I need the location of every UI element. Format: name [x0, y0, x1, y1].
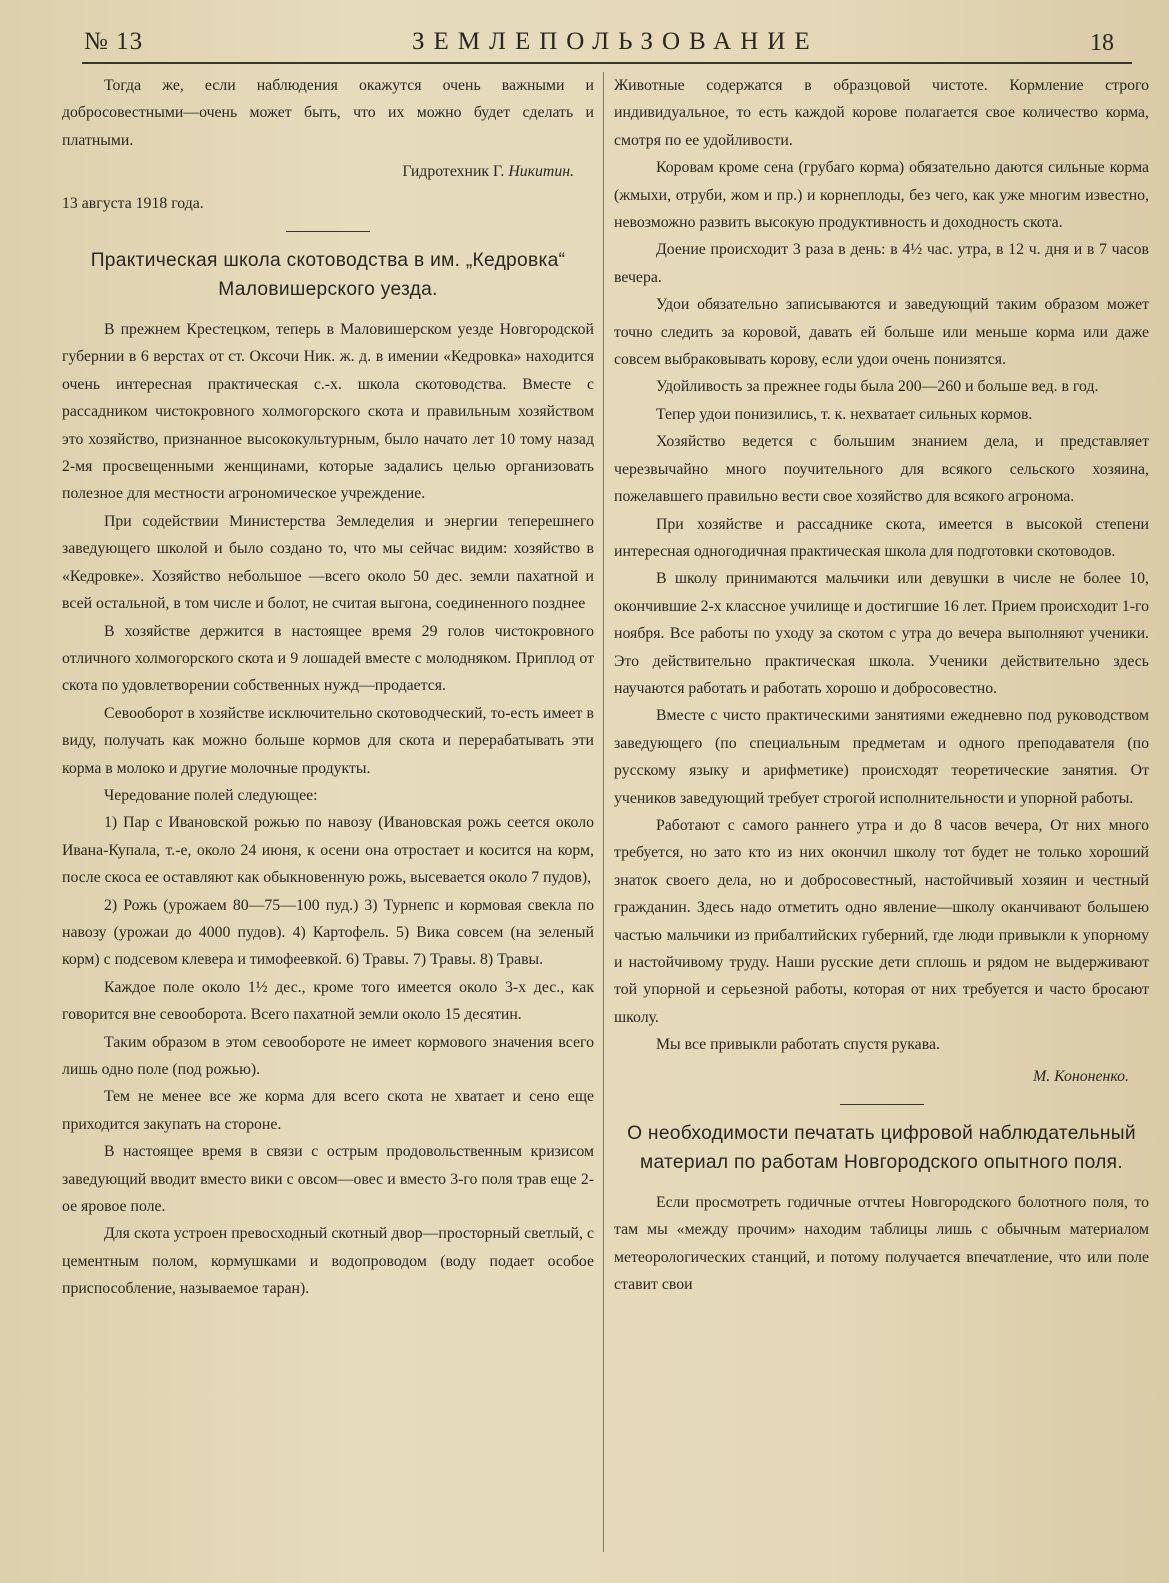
paragraph: Животные содержатся в образцовой чистоте. Кормление строго индивидуальное, то есть каждой корове полагается свое количество корма, смотря по ее удойливости. — [614, 77, 1149, 149]
separator-rule — [286, 231, 370, 232]
paragraph: Работают с самого раннего утра и до 8 часов вечера, От них много требуется, но зато кто из них окончил школу тот будет не только хороший знаток своего дела, но и добросовестный, настойчивый хозяин и честный гражданин. Здесь надо отметить одно явление—школу оканчивают большею частью мальчики из прибалтийских губерний, где люди привыкли к упорному и настойчивому труду. Наши русские дети сплошь и рядом не выдерживают той упорной и серьезной работы, которая от них требуется и часто бросают школу. — [614, 816, 1149, 1026]
paragraph: В прежнем Крестецком, теперь в Маловишерском уезде Новгородской губернии в 6 верстах от ст. Оксочи Ник. ж. д. в имении «Кедровка» находится очень интересная практическая с.-х. школа скотоводства. Вместе с рассадником чистокровного холмогорского скота и правильным хозяйством это хозяйство, признанное высококультурным, было начато лет 10 тому назад 2-мя просвещенными женщинами, которые задались целью организовать полезное для местности агрономическое учреждение. — [62, 321, 594, 503]
signature-role: Гидротехник Г. — [402, 163, 505, 181]
paragraph: Севооборот в хозяйстве исключительно скотоводческий, то-есть имеет в виду, получать как можно больше кормов для скота и перерабатывать эти корма в молоко и другие молочные продукты. — [62, 704, 594, 777]
paragraph: Мы все привыкли работать спустя рукава. — [656, 1036, 940, 1054]
paragraph: Доение происходит 3 раза в день: в 4½ час. утра, в 12 ч. дня и в 7 часов вечера. — [614, 241, 1149, 286]
signature-name: М. Кононенко. — [1033, 1067, 1129, 1085]
intro-paragraph: Тогда же, если наблюдения окажутся очень важными и добросовестными—очень может быть, что их можно будет сделать и платными. — [62, 77, 594, 149]
publication-title: ЗЕМЛЕПОЛЬЗОВАНИЕ — [412, 28, 819, 55]
author-signature — [62, 158, 574, 185]
paragraph: Удойливость за прежнее годы была 200—260 и больше вед. в год. — [656, 378, 1099, 396]
paragraph: Чередование полей следующее: — [104, 786, 318, 804]
paragraph: При хозяйстве и рассаднике скота, имеется в высокой степени интересная одногодичная практическая школа для подготовки скотоводов. — [614, 515, 1149, 560]
paragraph: Хозяйство ведется с большим знанием дела, и представляет черезвычайно много поучительного для всякого сельского хозяина, пожелавшего правильно вести свое хозяйство для всякого агронома. — [614, 433, 1149, 506]
separator-rule — [840, 1104, 924, 1105]
paragraph: Для скота устроен превосходный скотный двор—просторный светлый, с цементным полом, кормушками и водопроводом (воду подает особое приспособление, называемое таран). — [62, 1225, 594, 1298]
article-heading: О необходимости печатать цифровой наблюдательный материал по работам Новгородского опытного поля. — [627, 1123, 1136, 1174]
paragraph: Таким образом в этом севообороте не имеет кормового значения всего лишь одно поле (под рожью). — [62, 1033, 594, 1078]
header-rule — [82, 62, 1132, 64]
paragraph: Тепер удои понизились, т. к. нехватает сильных кормов. — [656, 405, 1033, 423]
paragraph: 1) Пар с Ивановской рожью по навозу (Ивановская рожь сеется около Ивана-Купала, т.-е, около 24 июня, к осени она отростает и косится на корм, после скоса ее оставляют как обыкновенную рожь, высевается около 7 пудов), — [62, 814, 594, 887]
right-column — [614, 72, 1149, 1299]
column-divider — [603, 72, 604, 1552]
paragraph: 2) Рожь (урожаем 80—75—100 пуд.) 3) Турнепс и кормовая свекла по навозу (урожаи до 4000 пудов). 4) Картофель. 5) Вика совсем (на зеленый корм) с подсевом клевера и тимофеевкой. 6) Травы. 7) Травы. 8) Травы. — [62, 896, 594, 969]
issue-number: № 13 — [84, 28, 144, 55]
article-heading: Практическая школа скотоводства в им. „Кедровка“ Маловишерского уезда. — [90, 250, 566, 301]
left-column — [62, 72, 594, 1303]
page-header — [62, 24, 1132, 64]
paragraph: В настоящее время в связи с острым продовольственным кризисом заведующий вводит вместо вики с овсом—овес и вместо 3-го поля трав еще 2-ое яровое поле. — [62, 1143, 594, 1216]
paragraph: Если просмотреть годичные отчтеы Новгородского болотного поля, то там мы «между прочим» находим таблицы лишь с обычным материалом метеорологических станций, и потому получается впечатление, что или поле ставит свои — [614, 1194, 1149, 1294]
author-signature — [614, 1063, 1129, 1090]
article-date: 13 августа 1918 года. — [62, 194, 204, 212]
paragraph: В школу принимаются мальчики или девушки в числе не более 10, окончившие 2-х классное училище и достигшие 16 лет. Прием происходит 1-го ноября. Все работы по уходу за скотом с утра до вечера выполняют ученики. Это действительно практическая школа. Ученики действительно здесь научаются работать и работать хорошо и добросовестно. — [614, 570, 1149, 697]
paragraph: Удои обязательно записываются и заведующий таким образом может точно следить за коровой, давать ей больше или меньше корма или даже совсем выбраковывать корову, если удои очень понизятся. — [614, 296, 1149, 369]
paragraph: В хозяйстве держится в настоящее время 29 голов чистокровного отличного холмогорского скота и 9 лошадей вместе с молодняком. Приплод от скота по удовлетворении собственных нужд—продается. — [62, 622, 594, 695]
paragraph: Вместе с чисто практическими занятиями ежедневно под руководством заведующего (по специальным предметам и одного преподавателя (по русскому языку и арифметике) происходят теоретические занятия. От учеников заведующий требует строгой исполнительности и упорной работы. — [614, 707, 1149, 807]
paragraph: Тем не менее все же корма для всего скота не хватает и сено еще приходится закупать на стороне. — [62, 1088, 594, 1133]
paragraph: При содействии Министерства Земледелия и энергии теперешнего заведующего школой и было создано то, что мы сейчас видим: хозяйство в «Кедровке». Хозяйство небольшое —всего около 50 дес. земли пахатной и всей остальной, в том числе и болот, не считая выгона, соединенного позднее — [62, 512, 594, 613]
page-number: 18 — [1090, 30, 1114, 56]
paragraph: Коровам кроме сена (грубаго корма) обязательно даются сильные корма (жмыхи, отруби, жом и пр.) и корнеплоды, без чего, как уже многим известно, невозможно развить высокую продуктивность и доходность скота. — [614, 159, 1149, 232]
paragraph: Каждое поле около 1½ дес., кроме того имеется около 3-х дес., как говорится вне севооборота. Всего пахатной земли около 15 десятин. — [62, 978, 594, 1024]
signature-name: Никитин. — [508, 163, 574, 181]
